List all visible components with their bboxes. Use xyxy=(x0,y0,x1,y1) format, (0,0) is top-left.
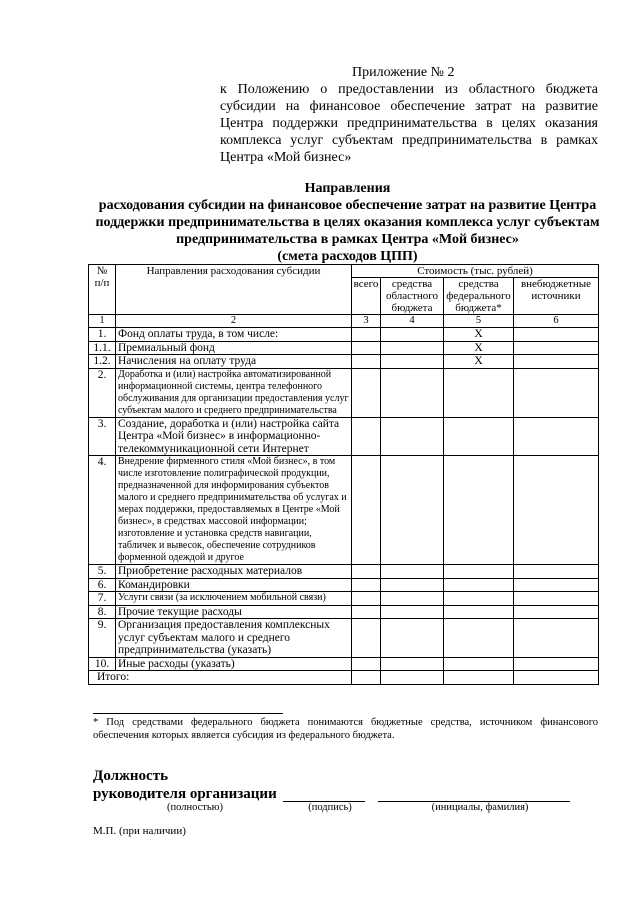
row-num: 3. xyxy=(89,417,116,456)
cell-extra xyxy=(514,657,599,671)
row-direction: Приобретение расходных материалов xyxy=(116,565,352,579)
header-extra: внебюджетные источники xyxy=(514,278,599,315)
header-total: всего xyxy=(352,278,381,315)
cell-total xyxy=(352,341,381,355)
row-num: 9. xyxy=(89,619,116,658)
total-cell xyxy=(514,671,599,685)
index-cell: 6 xyxy=(514,315,599,328)
cell-total xyxy=(352,355,381,369)
cell-federal xyxy=(444,592,514,606)
signature-title-line-2: руководителя организации xyxy=(93,786,277,802)
cell-regional xyxy=(381,417,444,456)
table-row xyxy=(89,417,599,456)
caption-name: (инициалы, фамилия) xyxy=(431,802,529,813)
row-num: 4. xyxy=(89,456,116,565)
cell-total xyxy=(352,592,381,606)
caption-signature: (подпись) xyxy=(308,802,352,813)
total-cell xyxy=(444,671,514,685)
cell-federal: X xyxy=(444,355,514,369)
row-num: 1.1. xyxy=(89,341,116,355)
index-cell: 2 xyxy=(116,315,352,328)
cell-extra xyxy=(514,565,599,579)
heading-line-2: расходования субсидии на финансовое обеспечение затрат на развитие Центра поддержки предпринимательства в целях оказания комплекса услуг субъектам предпринимательства в рамках Центра «Мой бизнес» xyxy=(95,198,600,247)
row-direction: Организация предоставления комплексных услуг субъектам малого и среднего предпринимательства (указать) xyxy=(116,619,352,658)
footnote-divider xyxy=(93,713,283,714)
cell-regional xyxy=(381,328,444,342)
header-regional: средства областного бюджета xyxy=(381,278,444,315)
table-row xyxy=(89,368,599,417)
cell-extra xyxy=(514,605,599,619)
cell-total xyxy=(352,328,381,342)
footnote: * Под средствами федерального бюджета понимаются бюджетные средства, источником финансового обеспечения которых является субсидия из федерального бюджета. xyxy=(93,717,598,741)
row-num: 10. xyxy=(89,657,116,671)
heading-line-3: (смета расходов ЦПП) xyxy=(277,249,418,264)
table-row xyxy=(89,565,599,579)
cell-regional xyxy=(381,565,444,579)
cell-federal xyxy=(444,605,514,619)
cell-total xyxy=(352,417,381,456)
cell-total xyxy=(352,578,381,592)
header-federal: средства федерального бюджета* xyxy=(444,278,514,315)
row-direction: Командировки xyxy=(116,578,352,592)
table-row xyxy=(89,456,599,565)
cell-regional xyxy=(381,605,444,619)
row-num: 5. xyxy=(89,565,116,579)
cell-total xyxy=(352,456,381,565)
cell-extra xyxy=(514,456,599,565)
cell-federal xyxy=(444,565,514,579)
table-row xyxy=(89,341,599,355)
cell-federal xyxy=(444,657,514,671)
cell-total xyxy=(352,368,381,417)
cell-extra xyxy=(514,368,599,417)
appendix-text: к Положению о предоставлении из областного бюджета субсидии на финансовое обеспечение затрат на развитие Центра поддержки предпринимательства в целях оказания комплекса услуг субъектам предпринимательства в рамках Центра «Мой бизнес» xyxy=(220,82,598,165)
cell-total xyxy=(352,657,381,671)
cell-extra xyxy=(514,592,599,606)
appendix-title: Приложение № 2 xyxy=(352,65,455,80)
row-direction: Внедрение фирменного стиля «Мой бизнес», в том числе изготовление полиграфической продукции, предназначенной для информирования субъектов малого и среднего предпринимательства об услугах и мерах поддержки, предоставляемых в Центре «Мой бизнес», в средствах массовой информации; изготовление и установка средств навигации, табличек и вывесок, обеспечение сотрудников форменной одеждой и другое xyxy=(116,456,352,565)
signature-title xyxy=(93,767,277,803)
cell-federal xyxy=(444,417,514,456)
index-row xyxy=(89,315,599,328)
cell-total xyxy=(352,605,381,619)
document-heading xyxy=(95,180,600,265)
heading-line-1: Направления xyxy=(304,181,391,196)
total-cell xyxy=(352,671,381,685)
cell-extra xyxy=(514,417,599,456)
cell-total xyxy=(352,565,381,579)
stamp-note: М.П. (при наличии) xyxy=(93,825,186,837)
appendix-block xyxy=(220,64,598,166)
row-direction: Прочие текущие расходы xyxy=(116,605,352,619)
row-num: 1. xyxy=(89,328,116,342)
cell-regional xyxy=(381,368,444,417)
row-direction: Услуги связи (за исключением мобильной связи) xyxy=(116,592,352,606)
cell-federal xyxy=(444,619,514,658)
table-row xyxy=(89,657,599,671)
row-num: 6. xyxy=(89,578,116,592)
cell-extra xyxy=(514,341,599,355)
index-cell: 4 xyxy=(381,315,444,328)
header-cost: Стоимость (тыс. рублей) xyxy=(352,265,599,278)
row-num: 2. xyxy=(89,368,116,417)
expense-table xyxy=(88,264,599,685)
header-num: № п/п xyxy=(89,265,116,315)
cell-regional xyxy=(381,355,444,369)
table-row xyxy=(89,592,599,606)
row-direction: Премиальный фонд xyxy=(116,341,352,355)
index-cell: 1 xyxy=(89,315,116,328)
cell-regional xyxy=(381,456,444,565)
signature-title-line-1: Должность xyxy=(93,768,169,784)
row-direction: Иные расходы (указать) xyxy=(116,657,352,671)
cell-extra xyxy=(514,619,599,658)
index-cell: 3 xyxy=(352,315,381,328)
cell-regional xyxy=(381,341,444,355)
cell-regional xyxy=(381,578,444,592)
total-row xyxy=(89,671,599,685)
row-direction: Создание, доработка и (или) настройка сайта Центра «Мой бизнес» в информационно-телекоммуникационной сети Интернет xyxy=(116,417,352,456)
total-label: Итого: xyxy=(89,671,352,685)
cell-total xyxy=(352,619,381,658)
row-direction: Начисления на оплату труда xyxy=(116,355,352,369)
cell-federal: X xyxy=(444,328,514,342)
index-cell: 5 xyxy=(444,315,514,328)
cell-federal xyxy=(444,456,514,565)
cell-federal xyxy=(444,368,514,417)
caption-position: (полностью) xyxy=(167,802,223,813)
cell-extra xyxy=(514,578,599,592)
row-num: 7. xyxy=(89,592,116,606)
table-row xyxy=(89,619,599,658)
header-direction: Направления расходования субсидии xyxy=(116,265,352,315)
table-row xyxy=(89,328,599,342)
cell-regional xyxy=(381,619,444,658)
row-direction: Доработка и (или) настройка автоматизированной информационной системы, центра телефонного обслуживания для организации предоставления услуг субъектам малого и среднего предпринимательства xyxy=(116,368,352,417)
cell-extra xyxy=(514,355,599,369)
row-direction: Фонд оплаты труда, в том числе: xyxy=(116,328,352,342)
cell-federal xyxy=(444,578,514,592)
cell-regional xyxy=(381,592,444,606)
cell-extra xyxy=(514,328,599,342)
table-row xyxy=(89,605,599,619)
row-num: 1.2. xyxy=(89,355,116,369)
cell-federal: X xyxy=(444,341,514,355)
row-num: 8. xyxy=(89,605,116,619)
table-row xyxy=(89,578,599,592)
total-cell xyxy=(381,671,444,685)
table-row xyxy=(89,355,599,369)
cell-regional xyxy=(381,657,444,671)
